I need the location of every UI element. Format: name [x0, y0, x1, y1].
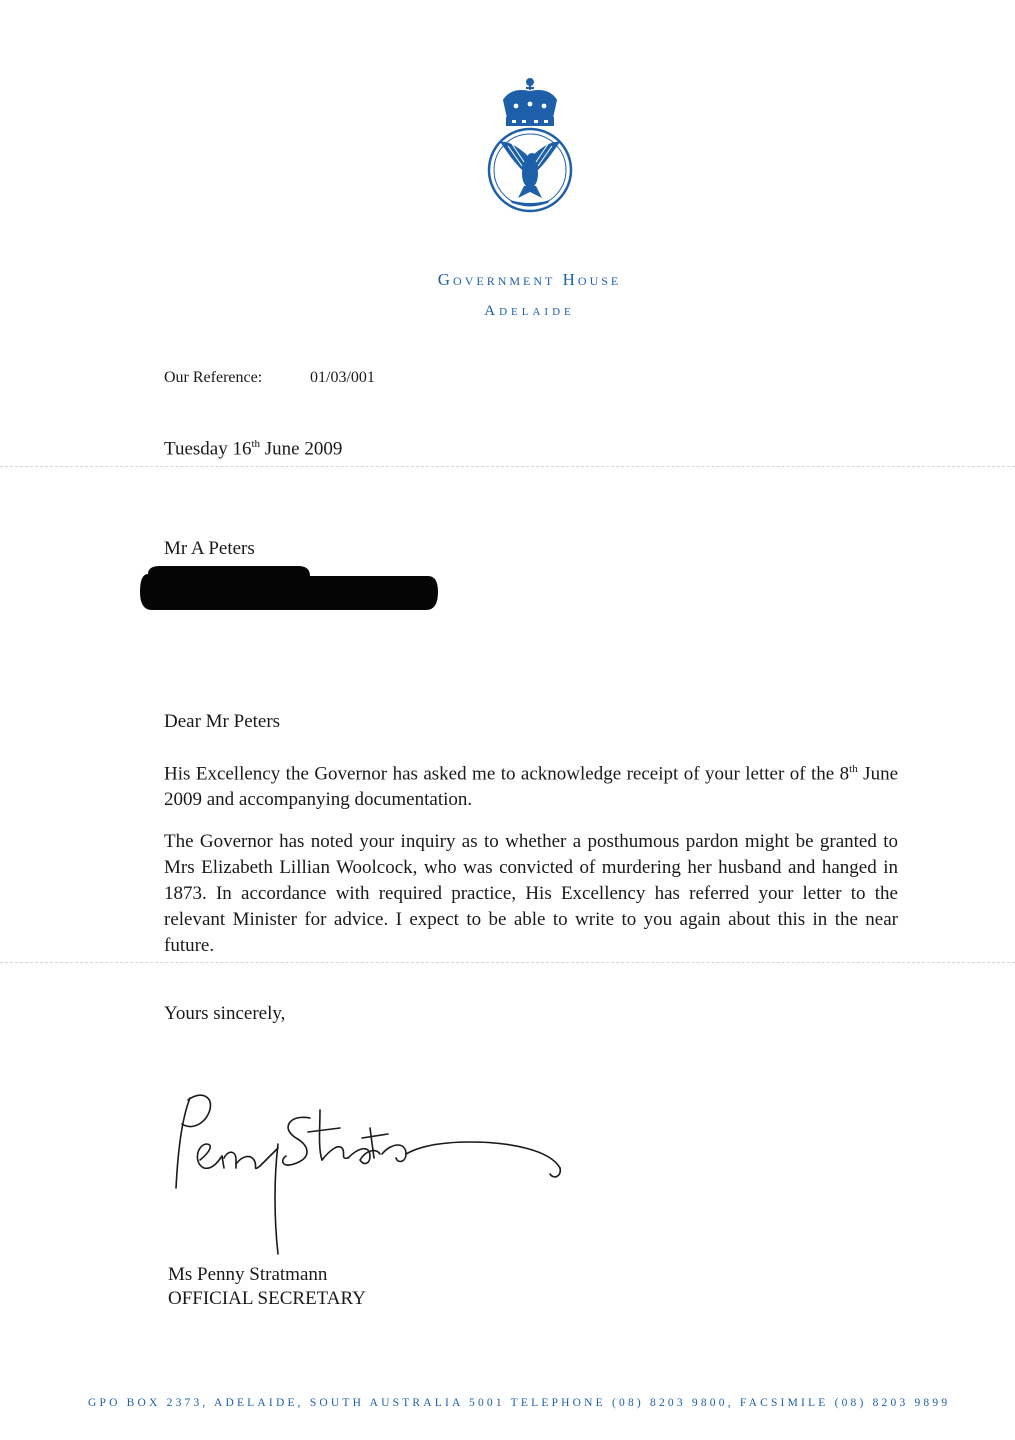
reference-value: 01/03/001	[310, 369, 375, 386]
footer-contact: GPO BOX 2373, ADELAIDE, SOUTH AUSTRALIA 5001 TELEPHONE (08) 8203 9800, FACSIMILE (08) 8203 9899	[88, 1397, 951, 1409]
body-paragraph-1	[164, 756, 898, 813]
para1-end: June 2009 and accompanying documentation.	[164, 763, 899, 811]
reference-label: Our Reference:	[164, 369, 263, 386]
recipient-name: Mr A Peters	[164, 538, 255, 559]
letter-date	[164, 438, 342, 460]
signer-title: OFFICIAL SECRETARY	[168, 1288, 366, 1309]
fold-line	[0, 962, 1015, 963]
letterhead-city: Adelaide	[484, 303, 575, 319]
salutation: Dear Mr Peters	[164, 711, 281, 732]
date-suffix: th	[251, 438, 261, 450]
closing: Yours sincerely,	[164, 1003, 286, 1024]
signature-image	[170, 1088, 570, 1258]
para1-start: His Excellency the Governor has asked me to acknowledge receipt of your letter of the 8	[164, 763, 850, 785]
redaction-bar	[138, 562, 440, 614]
date-rest: June 2009	[260, 438, 343, 460]
letterhead-organisation: Government House	[437, 270, 622, 289]
fold-line	[0, 466, 1015, 467]
date-main: Tuesday 16	[164, 438, 252, 460]
para1-suffix: th	[849, 763, 858, 775]
signer-name: Ms Penny Stratmann	[168, 1264, 328, 1285]
crest-icon	[482, 74, 578, 214]
body-paragraph-2: The Governor has noted your inquiry as to whether a posthumous pardon might be granted to Mrs Elizabeth Lillian Woolcock, who was convicted of murdering her husband and hanged in 1873. In accordance with required practice, His Excellency has referred your letter to the relevant Minister for advice. I expect to be able to write to you again about this in the near future.	[164, 831, 898, 956]
